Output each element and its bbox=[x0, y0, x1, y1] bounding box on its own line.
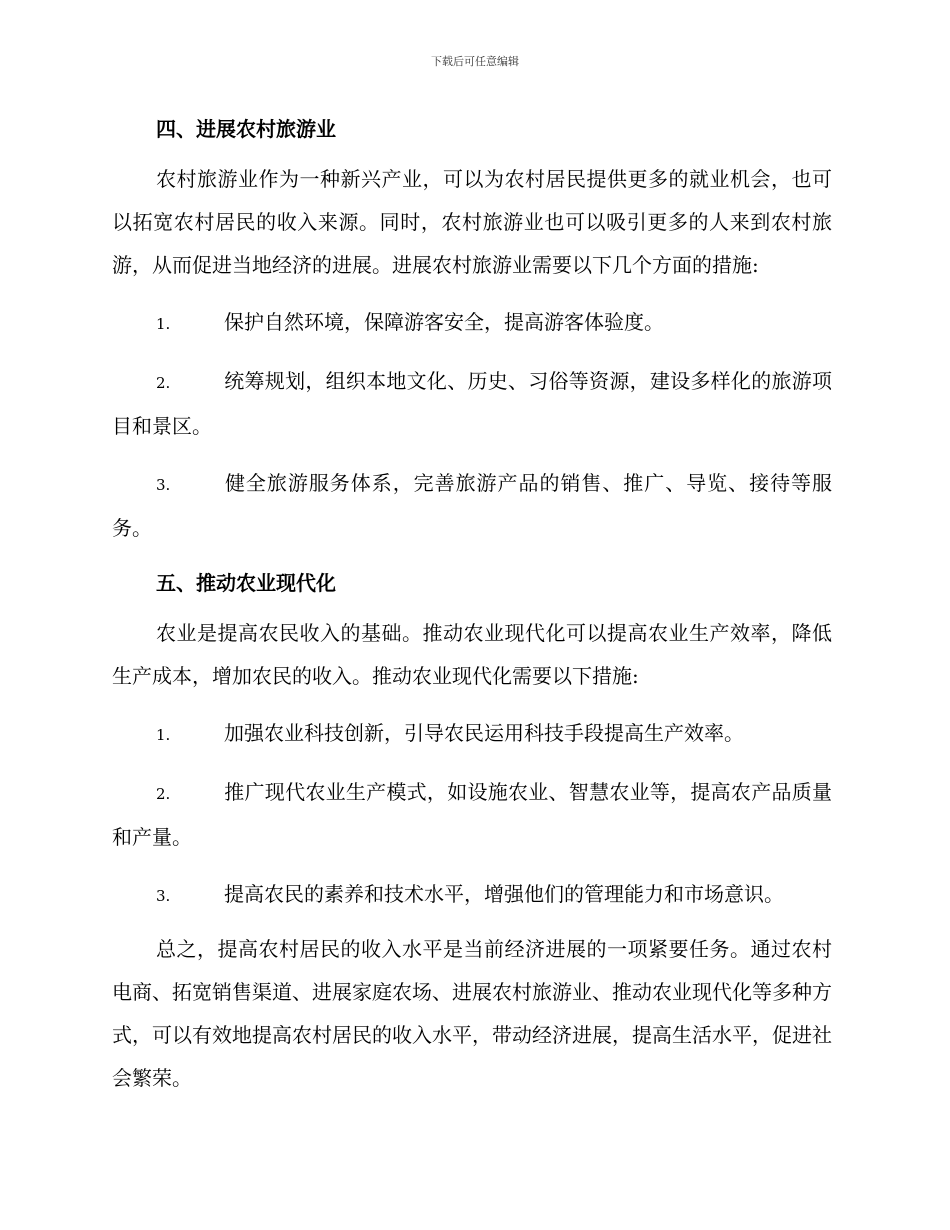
list-item-text: 推广现代农业生产模式，如设施农业、智慧农业等，提高农产品质量和产量。 bbox=[112, 780, 832, 849]
list-item-number: 3. bbox=[156, 887, 171, 905]
section-5-heading: 五、推动农业现代化 bbox=[156, 571, 336, 595]
list-item-number: 1. bbox=[156, 726, 171, 744]
list-item bbox=[112, 462, 832, 550]
list-item-text: 加强农业科技创新，引导农民运用科技手段提高生产效率。 bbox=[224, 721, 744, 745]
list-item bbox=[112, 873, 832, 918]
list-item bbox=[112, 360, 832, 448]
page-header: 下载后可任意编辑 bbox=[431, 55, 519, 68]
list-item bbox=[112, 771, 832, 859]
list-item-text: 提高农民的素养和技术水平，增强他们的管理能力和市场意识。 bbox=[224, 882, 784, 906]
list-item-text: 保护自然环境，保障游客安全，提高游客体验度。 bbox=[224, 310, 664, 334]
list-item bbox=[112, 712, 832, 757]
section-4-heading: 四、进展农村旅游业 bbox=[156, 117, 336, 141]
list-item-text: 统筹规划，组织本地文化、历史、习俗等资源，建设多样化的旅游项目和景区。 bbox=[112, 369, 832, 438]
list-item-number: 2. bbox=[156, 374, 171, 392]
conclusion-paragraph: 总之，提高农村居民的收入水平是当前经济进展的一项紧要任务。通过农村电商、拓宽销售渠道、进展家庭农场、进展农村旅游业、推动农业现代化等多种方式，可以有效地提高农村居民的收入水平，带动经济进展，提高生活水平，促进社会繁荣。 bbox=[112, 937, 832, 1090]
list-item bbox=[112, 301, 832, 346]
list-item-number: 1. bbox=[156, 315, 171, 333]
list-item-number: 2. bbox=[156, 785, 171, 803]
section-5-intro: 农业是提高农民收入的基础。推动农业现代化可以提高农业生产效率，降低生产成本，增加农民的收入。推动农业现代化需要以下措施: bbox=[112, 621, 832, 688]
document-body bbox=[112, 110, 832, 1100]
list-item-number: 3. bbox=[156, 476, 171, 494]
list-item-text: 健全旅游服务体系，完善旅游产品的销售、推广、导览、接待等服务。 bbox=[112, 471, 832, 540]
section-4-intro: 农村旅游业作为一种新兴产业，可以为农村居民提供更多的就业机会，也可以拓宽农村居民的收入来源。同时，农村旅游业也可以吸引更多的人来到农村旅游，从而促进当地经济的进展。进展农村旅游业需要以下几个方面的措施: bbox=[112, 167, 832, 277]
